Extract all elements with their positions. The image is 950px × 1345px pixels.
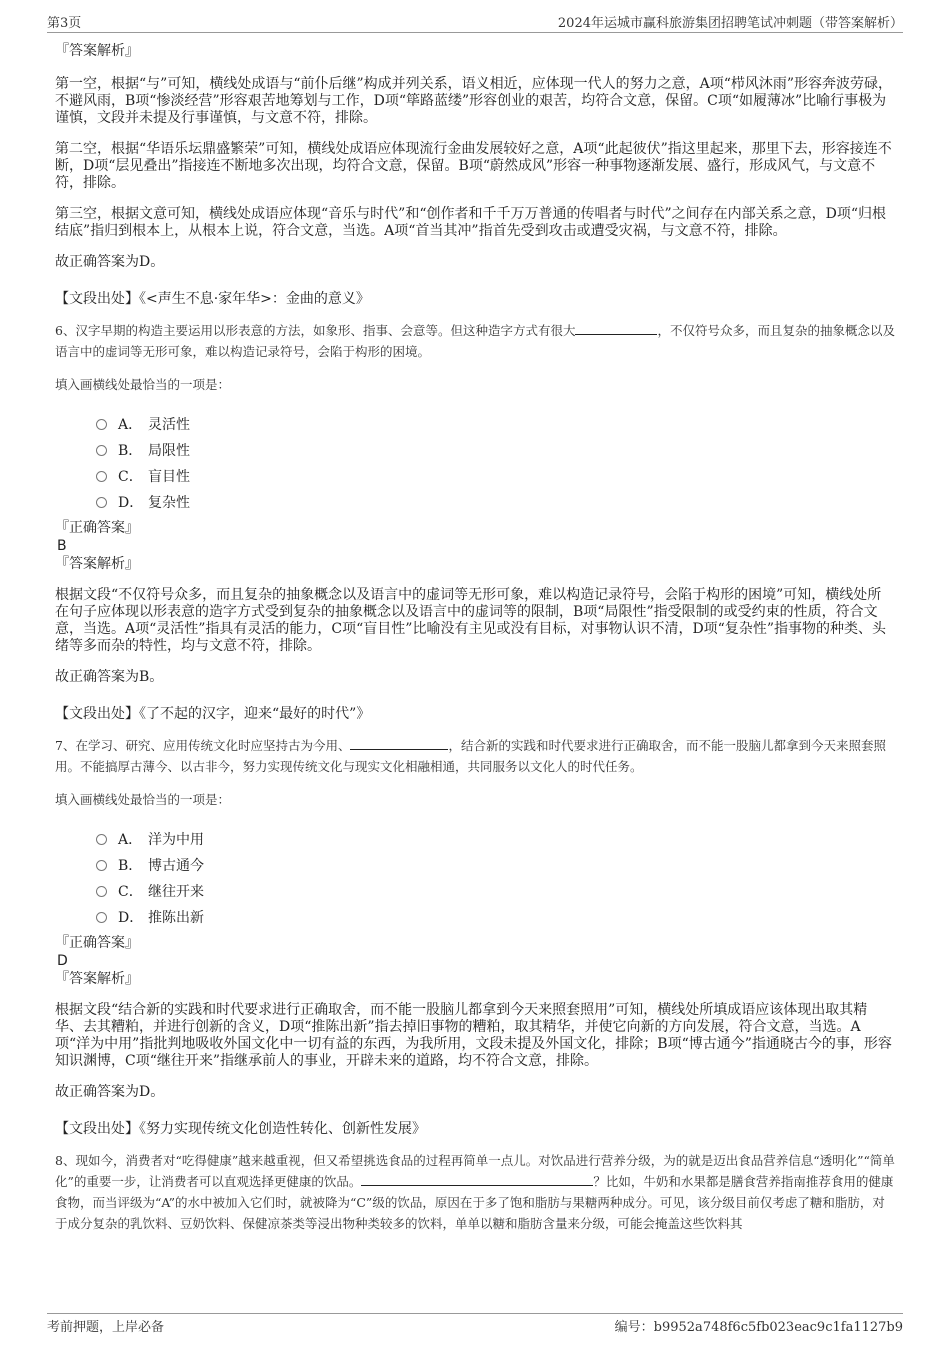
q8-blank <box>361 1173 593 1186</box>
q5-source: 【文段出处】《<声生不息·家年华>：金曲的意义》 <box>55 291 370 307</box>
q7-options <box>55 826 895 930</box>
q6-option-c[interactable]: C． 盲目性 <box>55 463 895 489</box>
page-header <box>47 10 903 33</box>
q7-blank <box>350 737 448 750</box>
q5-analysis-label: 『答案解析』 <box>55 43 139 59</box>
q7-conclusion: 故正确答案为D。 <box>55 1084 165 1100</box>
q5-analysis-para1: 第一空，根据“与”可知，横线处成语与“前仆后继”构成并列关系，语义相近，应体现一代人的努力之意，A项“栉风沐雨”形容奔波劳碌，不避风雨，B项“惨淡经营”形容艰苦地筹划与工作，D项“筚路蓝缕”形容创业的艰苦，均符合文意，保留。C项“如履薄冰”比喻行事极为谨慎，文段并未提及行事谨慎，与文意不符，排除。 <box>55 76 893 126</box>
radio-icon[interactable] <box>96 834 107 845</box>
page-footer <box>47 1313 903 1336</box>
q6-source: 【文段出处】《了不起的汉字，迎来“最好的时代”》 <box>55 706 371 722</box>
q7-option-d[interactable]: D． 推陈出新 <box>55 904 895 930</box>
q6-options <box>55 411 895 515</box>
q7-prompt: 填入画横线处最恰当的一项是： <box>55 792 231 807</box>
q7-analysis-label: 『答案解析』 <box>55 971 139 987</box>
q6-conclusion: 故正确答案为B。 <box>55 669 164 685</box>
page-number: 第3页 <box>47 15 82 31</box>
q6-correct-answer: B <box>57 538 67 554</box>
q7-option-c[interactable]: C． 继往开来 <box>55 878 895 904</box>
q5-analysis-para2: 第二空，根据“华语乐坛鼎盛繁荣”可知，横线处成语应体现流行金曲发展较好之意，A项“此起彼伏”指这里起来，那里下去，形容接连不断，D项“层见叠出”指接连不断地多次出现，均符合文意，保留。B项“蔚然成风”形容一种事物逐渐发展、盛行，形成风气，与文意不符，排除。 <box>55 141 892 191</box>
q6-option-a[interactable]: A． 灵活性 <box>55 411 895 437</box>
q8-stem: 8、现如今，消费者对“吃得健康”越来越重视，但又希望挑选食品的过程再简单一点儿。对饮品进行营养分级，为的就是迈出食品营养信息“透明化”“简单化”的重要一步，让消费者可以直观选择更健康的饮品。 ？比如，牛奶和水果都是膳食营养指南推荐食用的健康食物，而当评级为“A”的水中被加入它们时，就被降为“C”级的饮品，原因在于多了饱和脂肪与果糖两种成分。可见，该分级目前仅考虑了糖和脂肪，对于成分复杂的乳饮料、豆奶饮料、保健凉茶类等浸出物种类较多的饮料，单单以糖和脂肪含量来分级，可能会掩盖这些饮料其 <box>55 1153 895 1231</box>
q6-stem: 6、汉字早期的构造主要运用以形表意的方法，如象形、指事、会意等。但这种造字方式有很大 ，不仅符号众多，而且复杂的抽象概念以及语言中的虚词等无形可象，难以构造记录符号，会陷于构形的困境。 <box>55 323 895 359</box>
q7-stem: 7、在学习、研究、应用传统文化时应坚持古为今用、 ，结合新的实践和时代要求进行正确取舍，而不能一股脑儿都拿到今天来照套照用。不能搞厚古薄今、以古非今，努力实现传统文化与现实文化相融相通，共同服务以文化人的时代任务。 <box>55 738 886 774</box>
radio-icon[interactable] <box>96 471 107 482</box>
q6-option-d[interactable]: D． 复杂性 <box>55 489 895 515</box>
q6-prompt: 填入画横线处最恰当的一项是： <box>55 377 231 392</box>
radio-icon[interactable] <box>96 419 107 430</box>
radio-icon[interactable] <box>96 445 107 456</box>
radio-icon[interactable] <box>96 912 107 923</box>
q7-source: 【文段出处】《努力实现传统文化创造性转化、创新性发展》 <box>55 1121 426 1137</box>
radio-icon[interactable] <box>96 860 107 871</box>
q7-analysis: 根据文段“结合新的实践和时代要求进行正确取舍，而不能一股脑儿都拿到今天来照套照用”可知，横线处所填成语应该体现出取其精华、去其糟粕，并进行创新的含义，D项“推陈出新”指去掉旧事物的糟粕，取其精华，并使它向新的方向发展，符合文意，当选。A项“洋为中用”指批判地吸收外国文化中一切有益的东西，为我所用，文段未提及外国文化，排除；B项“博古通今”指通晓古今的事，形容知识渊博，C项“继往开来”指继承前人的事业，开辟未来的道路，均不符合文意，排除。 <box>55 1002 892 1069</box>
radio-icon[interactable] <box>96 886 107 897</box>
q7-option-b[interactable]: B． 博古通今 <box>55 852 895 878</box>
q6-blank <box>575 322 657 335</box>
q7-option-a[interactable]: A． 洋为中用 <box>55 826 895 852</box>
q7-correct-label: 『正确答案』 <box>55 935 139 951</box>
q6-option-b[interactable]: B． 局限性 <box>55 437 895 463</box>
q5-conclusion: 故正确答案为D。 <box>55 254 165 270</box>
q6-correct-label: 『正确答案』 <box>55 520 139 536</box>
page-content <box>55 42 895 1234</box>
q5-analysis-para3: 第三空，根据文意可知，横线处成语应体现“音乐与时代”和“创作者和千千万万普通的传唱者与时代”之间存在内部关系之意，D项“归根结底”指归到根本上，从根本上说，符合文意，当选。A项“首当其冲”指首先受到攻击或遭受灾祸，与文意不符，排除。 <box>55 206 887 239</box>
q6-analysis-label: 『答案解析』 <box>55 556 139 572</box>
q6-analysis: 根据文段“不仅符号众多，而且复杂的抽象概念以及语言中的虚词等无形可象，难以构造记录符号，会陷于构形的困境”可知，横线处所在句子应体现以形表意的造字方式受到复杂的抽象概念以及语言中的虚词等的限制，B项“局限性”指受限制的或受约束的性质，符合文意，当选。A项“灵活性”指具有灵活的能力，C项“盲目性”比喻没有主见或没有目标，对事物认识不清，D项“复杂性”指事物的种类、头绪等多而杂的特性，均与文意不符，排除。 <box>55 587 886 654</box>
document-code: 编号：b9952a748f6c5fb023eac9c1fa1127b9 <box>614 1319 903 1335</box>
radio-icon[interactable] <box>96 497 107 508</box>
footer-slogan: 考前押题，上岸必备 <box>47 1319 165 1335</box>
document-title: 2024年运城市赢科旅游集团招聘笔试冲刺题（带答案解析） <box>557 15 903 31</box>
q7-correct-answer: D <box>57 953 68 969</box>
